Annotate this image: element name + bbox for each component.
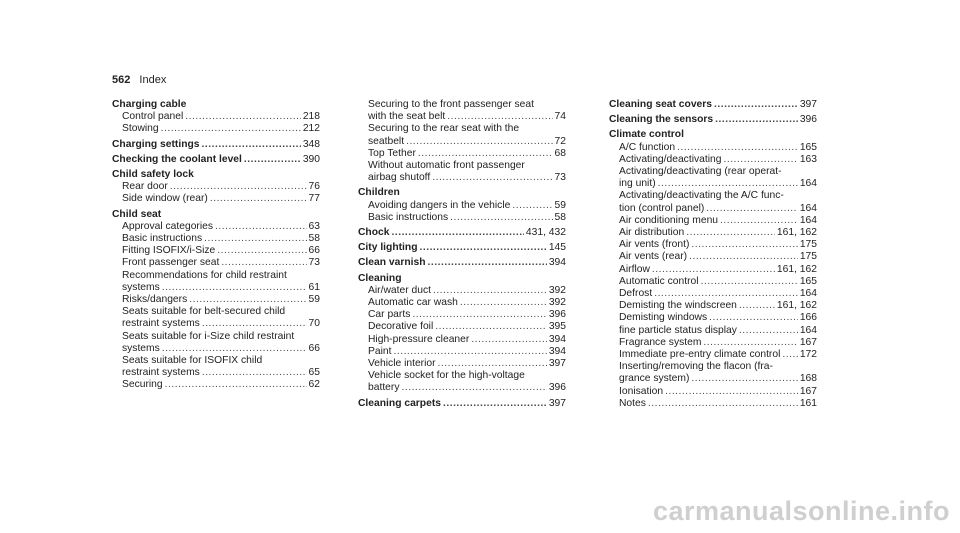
index-entry xyxy=(112,193,320,205)
entry-label: Chock xyxy=(358,227,390,239)
page-reference: 76 xyxy=(308,181,320,193)
index-entry xyxy=(609,215,817,227)
dot-leader xyxy=(689,251,798,263)
page-reference: 395 xyxy=(548,321,566,333)
index-entry xyxy=(358,346,566,358)
index-entry xyxy=(358,172,566,184)
dot-leader xyxy=(460,297,547,309)
dot-leader xyxy=(433,285,547,297)
entry-label: Ionisation xyxy=(619,385,664,397)
page-reference: 397 xyxy=(548,397,566,409)
entry-label: Notes xyxy=(619,397,646,409)
index-heading-entry xyxy=(112,139,320,151)
entry-label: Paint xyxy=(368,345,392,357)
dot-leader xyxy=(170,181,307,193)
index-entry xyxy=(112,233,320,245)
index-heading: Child seat xyxy=(112,208,162,220)
page-reference: 161, 162 xyxy=(776,263,817,275)
index-column-2 xyxy=(358,99,566,410)
entry-label: Air vents (rear) xyxy=(619,251,688,263)
index-entry xyxy=(112,257,320,269)
entry-label: restraint systems xyxy=(122,318,200,330)
index-heading-entry xyxy=(609,114,817,126)
index-heading: Charging cable xyxy=(112,99,187,110)
page-reference: 62 xyxy=(308,379,320,391)
index-entry xyxy=(112,318,320,330)
dot-leader xyxy=(162,343,307,355)
page-reference: 77 xyxy=(308,193,320,205)
index-entry-line: Securing to the front passenger seat xyxy=(368,99,534,110)
page-reference: 164 xyxy=(799,324,817,336)
entry-label: Approval categories xyxy=(122,220,214,232)
dot-leader xyxy=(720,215,798,227)
dot-leader xyxy=(443,398,547,410)
index-entry xyxy=(112,123,320,135)
dot-leader xyxy=(658,178,798,190)
index-entry xyxy=(112,294,320,306)
index-entry xyxy=(112,367,320,379)
dot-leader xyxy=(412,309,546,321)
entry-label: Demisting windows xyxy=(619,312,708,324)
entry-label: Risks/dangers xyxy=(122,294,188,306)
dot-leader xyxy=(709,312,798,324)
entry-label: battery xyxy=(368,382,400,394)
page-reference: 164 xyxy=(799,178,817,190)
dot-leader xyxy=(217,245,306,257)
dot-leader xyxy=(401,382,546,394)
dot-leader xyxy=(162,282,307,294)
dot-leader xyxy=(435,321,547,333)
entry-label: Air conditioning menu xyxy=(619,214,719,226)
dot-leader xyxy=(189,294,306,306)
entry-label: Side window (rear) xyxy=(122,193,208,205)
page-reference: 66 xyxy=(308,245,320,257)
index-entry xyxy=(609,227,817,239)
page-reference: 58 xyxy=(554,211,566,223)
page-reference: 165 xyxy=(799,141,817,153)
entry-label: Air vents (front) xyxy=(619,239,690,251)
index-entry-line: Seats suitable for belt-secured child xyxy=(122,306,286,318)
page-reference: 348 xyxy=(302,138,320,150)
index-entry-line: Inserting/removing the flacon (fra- xyxy=(619,361,773,373)
index-heading-entry xyxy=(358,398,566,410)
index-entry xyxy=(609,288,817,300)
entry-label: Stowing xyxy=(122,123,159,135)
entry-label: Cleaning seat covers xyxy=(609,99,713,110)
index-column-1 xyxy=(112,99,320,392)
page-reference: 66 xyxy=(308,342,320,354)
entry-label: Car parts xyxy=(368,309,411,321)
index-entry xyxy=(358,212,566,224)
entry-label: Cleaning the sensors xyxy=(609,114,714,126)
page-reference: 165 xyxy=(799,275,817,287)
dot-leader xyxy=(471,334,547,346)
index-heading-entry xyxy=(609,99,817,111)
page-reference: 396 xyxy=(548,382,566,394)
entry-label: Airflow xyxy=(619,263,650,275)
watermark: carmanualsonline.info xyxy=(652,496,950,526)
entry-label: Basic instructions xyxy=(368,211,449,223)
index-entry xyxy=(358,148,566,160)
index-entry xyxy=(112,245,320,257)
entry-label: Vehicle interior xyxy=(368,358,436,370)
dot-leader xyxy=(447,111,552,123)
dot-leader xyxy=(703,337,797,349)
page-reference: 73 xyxy=(554,172,566,184)
page-reference: 392 xyxy=(548,297,566,309)
page-reference: 58 xyxy=(308,233,320,245)
index-heading-entry xyxy=(358,242,566,254)
entry-label: Activating/deactivating xyxy=(619,153,722,165)
page-reference: 175 xyxy=(799,239,817,251)
index-entry xyxy=(609,386,817,398)
index-entry-line: Activating/deactivating (rear operat- xyxy=(619,166,782,178)
index-entry-line: Recommendations for child restraint xyxy=(122,269,287,281)
dot-leader xyxy=(686,227,775,239)
entry-label: Immediate pre-entry climate control xyxy=(619,349,781,361)
entry-label: restraint systems xyxy=(122,367,200,379)
index-heading: Cleaning xyxy=(358,272,402,284)
entry-label: Top Tether xyxy=(368,147,416,159)
page-reference: 70 xyxy=(308,318,320,330)
index-entry xyxy=(112,343,320,355)
dot-leader xyxy=(221,257,306,269)
index-entry xyxy=(609,300,817,312)
entry-label: fine particle status display xyxy=(619,324,737,336)
index-heading-entry xyxy=(358,227,566,239)
dot-leader xyxy=(723,154,797,166)
page-reference: 168 xyxy=(799,373,817,385)
entry-label: tion (control panel) xyxy=(619,202,705,214)
entry-label: Fragrance system xyxy=(619,336,702,348)
index-heading: Child safety lock xyxy=(112,169,194,181)
dot-leader xyxy=(739,325,798,337)
entry-label: Securing xyxy=(122,379,163,391)
index-entry xyxy=(358,309,566,321)
page-reference: 59 xyxy=(554,199,566,211)
index-heading-entry xyxy=(358,257,566,269)
index-entry xyxy=(112,379,320,391)
page-reference: 72 xyxy=(554,135,566,147)
index-entry xyxy=(609,178,817,190)
index-entry xyxy=(358,285,566,297)
dot-leader xyxy=(715,114,798,126)
dot-leader xyxy=(393,346,546,358)
page-reference: 396 xyxy=(799,114,817,126)
page-reference: 161, 162 xyxy=(776,300,817,312)
index-entry xyxy=(358,200,566,212)
entry-label: Control panel xyxy=(122,111,184,123)
index-entry xyxy=(358,111,566,123)
index-entry xyxy=(358,358,566,370)
dot-leader xyxy=(691,239,797,251)
page-reference: 164 xyxy=(799,214,817,226)
dot-leader xyxy=(204,233,306,245)
page-reference: 167 xyxy=(799,385,817,397)
index-entry xyxy=(358,334,566,346)
dot-leader xyxy=(210,193,307,205)
dot-leader xyxy=(406,136,552,148)
index-heading-entry xyxy=(112,154,320,166)
dot-leader xyxy=(428,257,547,269)
page-reference: 68 xyxy=(554,147,566,159)
index-entry-line: Securing to the rear seat with the xyxy=(368,123,520,135)
entry-label: Checking the coolant level xyxy=(112,153,242,165)
page-reference: 212 xyxy=(302,123,320,135)
entry-label: Demisting the windscreen xyxy=(619,300,737,312)
entry-label: Air/water duct xyxy=(368,284,431,296)
index-entry xyxy=(609,398,817,410)
section-title: Index xyxy=(139,74,167,86)
dot-leader xyxy=(654,288,798,300)
dot-leader xyxy=(714,99,798,111)
page-number: 562 xyxy=(112,74,131,86)
index-entry xyxy=(609,239,817,251)
entry-label: Air distribution xyxy=(619,227,685,239)
dot-leader xyxy=(202,367,307,379)
page-reference: 172 xyxy=(799,349,817,361)
entry-label: Clean varnish xyxy=(358,257,426,269)
entry-label: grance system) xyxy=(619,373,690,385)
entry-label: seatbelt xyxy=(368,135,405,147)
page-reference: 175 xyxy=(799,251,817,263)
index-entry-line: Vehicle socket for the high-voltage xyxy=(368,370,525,382)
dot-leader xyxy=(512,200,552,212)
page-reference: 392 xyxy=(548,284,566,296)
index-entry-line: Seats suitable for ISOFIX child xyxy=(122,355,263,367)
dot-leader xyxy=(677,142,798,154)
entry-label: Avoiding dangers in the vehicle xyxy=(368,199,511,211)
index-entry xyxy=(609,203,817,215)
page-reference: 73 xyxy=(308,257,320,269)
entry-label: High-pressure cleaner xyxy=(368,333,470,345)
entry-label: Automatic car wash xyxy=(368,297,458,309)
entry-label: systems xyxy=(122,342,160,354)
index-entry-line: Activating/deactivating the A/C func- xyxy=(619,190,784,202)
page-reference: 74 xyxy=(554,111,566,123)
index-entry xyxy=(609,276,817,288)
entry-label: Basic instructions xyxy=(122,233,203,245)
page-reference: 161 xyxy=(799,397,817,409)
page-reference: 394 xyxy=(548,345,566,357)
index-entry xyxy=(609,251,817,263)
entry-label: A/C function xyxy=(619,141,676,153)
page-reference: 390 xyxy=(302,153,320,165)
index-entry xyxy=(358,297,566,309)
page-reference: 59 xyxy=(308,294,320,306)
index-entry xyxy=(112,181,320,193)
dot-leader xyxy=(202,139,301,151)
page-reference: 218 xyxy=(302,111,320,123)
page-reference: 397 xyxy=(548,358,566,370)
entry-label: Decorative foil xyxy=(368,321,434,333)
entry-label: Defrost xyxy=(619,288,653,300)
index-entry xyxy=(609,142,817,154)
index-entry-line: Seats suitable for i-Size child restraint xyxy=(122,330,295,342)
dot-leader xyxy=(450,212,552,224)
page-reference: 163 xyxy=(799,153,817,165)
page-reference: 166 xyxy=(799,312,817,324)
entry-label: City lighting xyxy=(358,242,418,254)
page-reference: 431, 432 xyxy=(525,227,566,239)
entry-label: Cleaning carpets xyxy=(358,397,441,409)
dot-leader xyxy=(701,276,798,288)
dot-leader xyxy=(161,123,301,135)
dot-leader xyxy=(782,349,797,361)
dot-leader xyxy=(419,242,546,254)
index-entry xyxy=(358,382,566,394)
page-reference: 65 xyxy=(308,367,320,379)
page-reference: 145 xyxy=(548,242,566,254)
dot-leader xyxy=(244,154,301,166)
index-entry-line: Without automatic front passenger xyxy=(368,160,525,172)
page-reference: 397 xyxy=(799,99,817,110)
entry-label: ing unit) xyxy=(619,178,656,190)
entry-label: airbag shutoff xyxy=(368,172,431,184)
index-entry xyxy=(609,373,817,385)
entry-label: with the seat belt xyxy=(368,111,446,123)
page-reference: 63 xyxy=(308,220,320,232)
index-entry xyxy=(112,111,320,123)
index-entry xyxy=(609,325,817,337)
index-entry xyxy=(609,312,817,324)
dot-leader xyxy=(202,318,307,330)
entry-label: systems xyxy=(122,281,160,293)
dot-leader xyxy=(215,221,307,233)
entry-label: Automatic control xyxy=(619,275,699,287)
index-entry xyxy=(609,349,817,361)
page-reference: 396 xyxy=(548,309,566,321)
index-entry xyxy=(609,154,817,166)
index-entry xyxy=(609,337,817,349)
dot-leader xyxy=(652,264,775,276)
dot-leader xyxy=(706,203,798,215)
index-entry xyxy=(609,264,817,276)
page-reference: 164 xyxy=(799,288,817,300)
dot-leader xyxy=(438,358,547,370)
page-reference: 164 xyxy=(799,202,817,214)
entry-label: Fitting ISOFIX/i-Size xyxy=(122,245,216,257)
dot-leader xyxy=(418,148,553,160)
index-entry xyxy=(112,282,320,294)
page-reference: 394 xyxy=(548,257,566,269)
dot-leader xyxy=(391,227,523,239)
dot-leader xyxy=(648,398,798,410)
dot-leader xyxy=(665,386,798,398)
page-reference: 161, 162 xyxy=(776,227,817,239)
index-column-3 xyxy=(609,99,817,410)
dot-leader xyxy=(739,300,775,312)
dot-leader xyxy=(432,172,552,184)
entry-label: Front passenger seat xyxy=(122,257,220,269)
entry-label: Rear door xyxy=(122,181,168,193)
page-header xyxy=(112,74,166,86)
dot-leader xyxy=(691,373,797,385)
index-entry xyxy=(112,221,320,233)
index-entry xyxy=(358,136,566,148)
page-reference: 167 xyxy=(799,336,817,348)
index-entry xyxy=(358,321,566,333)
page-reference: 61 xyxy=(308,281,320,293)
dot-leader xyxy=(185,111,301,123)
dot-leader xyxy=(165,379,307,391)
index-heading: Children xyxy=(358,187,400,199)
page-reference: 394 xyxy=(548,333,566,345)
entry-label: Charging settings xyxy=(112,138,200,150)
index-heading: Climate control xyxy=(609,129,684,141)
